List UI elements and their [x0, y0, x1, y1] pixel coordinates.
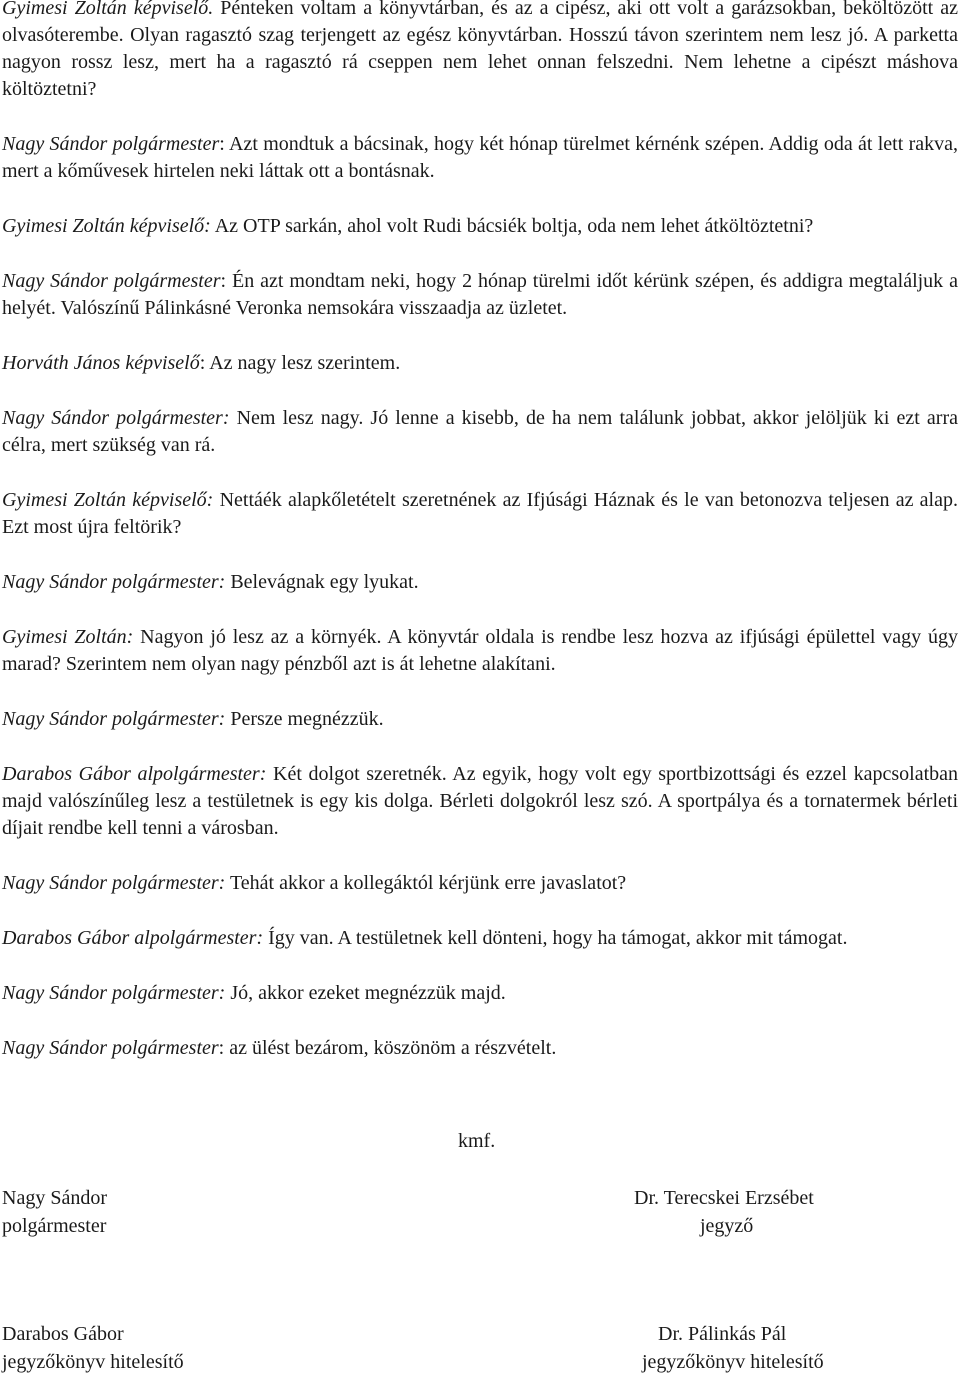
paragraph-text: Tehát akkor a kollegáktól kérjünk erre javaslatot?	[225, 872, 627, 894]
paragraph	[2, 925, 958, 952]
paragraph-text: : az ülést bezárom, köszönöm a részvételt.	[218, 1037, 557, 1059]
speaker-name: Darabos Gábor alpolgármester:	[2, 927, 264, 949]
signature-block-notary	[634, 1184, 814, 1240]
signature-role: jegyzőkönyv hitelesítő	[642, 1351, 824, 1373]
kmf-label: kmf.	[458, 1130, 496, 1152]
paragraph	[2, 0, 958, 103]
paragraph-text: Az OTP sarkán, ahol volt Rudi bácsiék boltja, oda nem lehet átköltöztetni?	[210, 215, 814, 237]
paragraph	[2, 350, 958, 377]
paragraph	[2, 213, 958, 240]
paragraph-text: : Azt mondtuk a bácsinak, hogy két hónap türelmet kérnénk szépen. Addig oda át lett rakva, mert a kőművesek hirtelen neki láttak ott a bontásnak.	[2, 133, 958, 182]
speaker-name: Gyimesi Zoltán képviselő.	[2, 0, 214, 19]
paragraph	[2, 131, 958, 185]
signature-name: Dr. Pálinkás Pál	[658, 1323, 787, 1345]
paragraph-text: Persze megnézzük.	[225, 708, 384, 730]
paragraph-text: Nem lesz nagy. Jó lenne a kisebb, de ha nem találunk jobbat, akkor jelöljük ki ezt arra célra, mert szükség van rá.	[2, 407, 959, 456]
speaker-name: Nagy Sándor polgármester:	[2, 571, 226, 593]
speaker-name: Nagy Sándor polgármester:	[2, 982, 226, 1004]
paragraph-text: Nagyon jó lesz az a környék. A könyvtár oldala is rendbe lesz hozva az ifjúsági épülettel vagy úgy marad? Szerintem nem olyan nagy pénzből azt is át lehetne alakítani.	[2, 626, 959, 675]
speaker-name: Nagy Sándor polgármester	[2, 1037, 219, 1059]
paragraph	[2, 569, 958, 596]
speaker-name: Gyimesi Zoltán képviselő:	[2, 489, 214, 511]
paragraph-text: Nettáék alapkőletételt szeretnének az Ifjúsági Háznak és le van betonozva teljesen az alap. Ezt most újra feltörik?	[2, 489, 958, 538]
speaker-name: Nagy Sándor polgármester	[2, 270, 221, 292]
paragraph	[2, 980, 958, 1007]
paragraph	[2, 405, 958, 459]
minutes-body	[2, 0, 958, 1090]
signature-block-mayor	[2, 1184, 107, 1240]
speaker-name: Nagy Sándor polgármester:	[2, 407, 230, 429]
signature-name: Dr. Terecskei Erzsébet	[634, 1187, 814, 1209]
speaker-name: Gyimesi Zoltán:	[2, 626, 134, 648]
speaker-name: Darabos Gábor alpolgármester:	[2, 763, 267, 785]
speaker-name: Gyimesi Zoltán képviselő:	[2, 215, 211, 237]
paragraph-text: Belevágnak egy lyukat.	[225, 571, 419, 593]
paragraph	[2, 870, 958, 897]
signature-name: Nagy Sándor	[2, 1187, 107, 1209]
signature-role: jegyző	[700, 1215, 754, 1237]
signature-role: jegyzőkönyv hitelesítő	[2, 1351, 184, 1373]
paragraph-text: : Én azt mondtam neki, hogy 2 hónap türelmi időt kérünk szépen, és addigra megtaláljuk a helyét. Valószínű Pálinkásné Veronka nemsokára visszaadja az üzletet.	[2, 270, 958, 319]
paragraph	[2, 1035, 958, 1062]
signature-block-authenticator-2	[642, 1320, 824, 1376]
paragraph	[2, 761, 958, 842]
paragraph	[2, 268, 958, 322]
paragraph	[2, 706, 958, 733]
speaker-name: Nagy Sándor polgármester:	[2, 708, 226, 730]
paragraph	[2, 624, 958, 678]
paragraph-text: Pénteken voltam a könyvtárban, és az a cipész, aki ott volt a garázsokban, beköltözött az olvasóterembe. Olyan ragasztó szag terjengett az egész könyvtárban. Hosszú távon szerintem nem lesz jó. A parketta nagyon rossz lesz, mert ha a ragasztó rá cseppen nem lehet onnan felszedni. Nem lehetne a cipészt máshova költöztetni?	[2, 0, 958, 100]
speaker-name: Horváth János képviselő	[2, 352, 200, 374]
paragraph-text: : Az nagy lesz szerintem.	[199, 352, 401, 374]
paragraph-text: Két dolgot szeretnék. Az egyik, hogy volt egy sportbizottsági és ezzel kapcsolatban majd valószínűleg lesz a testületnek is egy kis dolga. Bérleti dolgokról lesz szó. A sportpálya és a tornatermek bérleti díjait rendbe kell tenni a városban.	[2, 763, 959, 839]
signature-role: polgármester	[2, 1215, 107, 1237]
paragraph-text: Így van. A testületnek kell dönteni, hogy ha támogat, akkor mit támogat.	[263, 927, 848, 949]
speaker-name: Nagy Sándor polgármester	[2, 133, 220, 155]
signature-name: Darabos Gábor	[2, 1323, 124, 1345]
paragraph	[2, 487, 958, 541]
signature-block-authenticator-1	[2, 1320, 184, 1376]
speaker-name: Nagy Sándor polgármester:	[2, 872, 226, 894]
paragraph-text: Jó, akkor ezeket megnézzük majd.	[225, 982, 506, 1004]
